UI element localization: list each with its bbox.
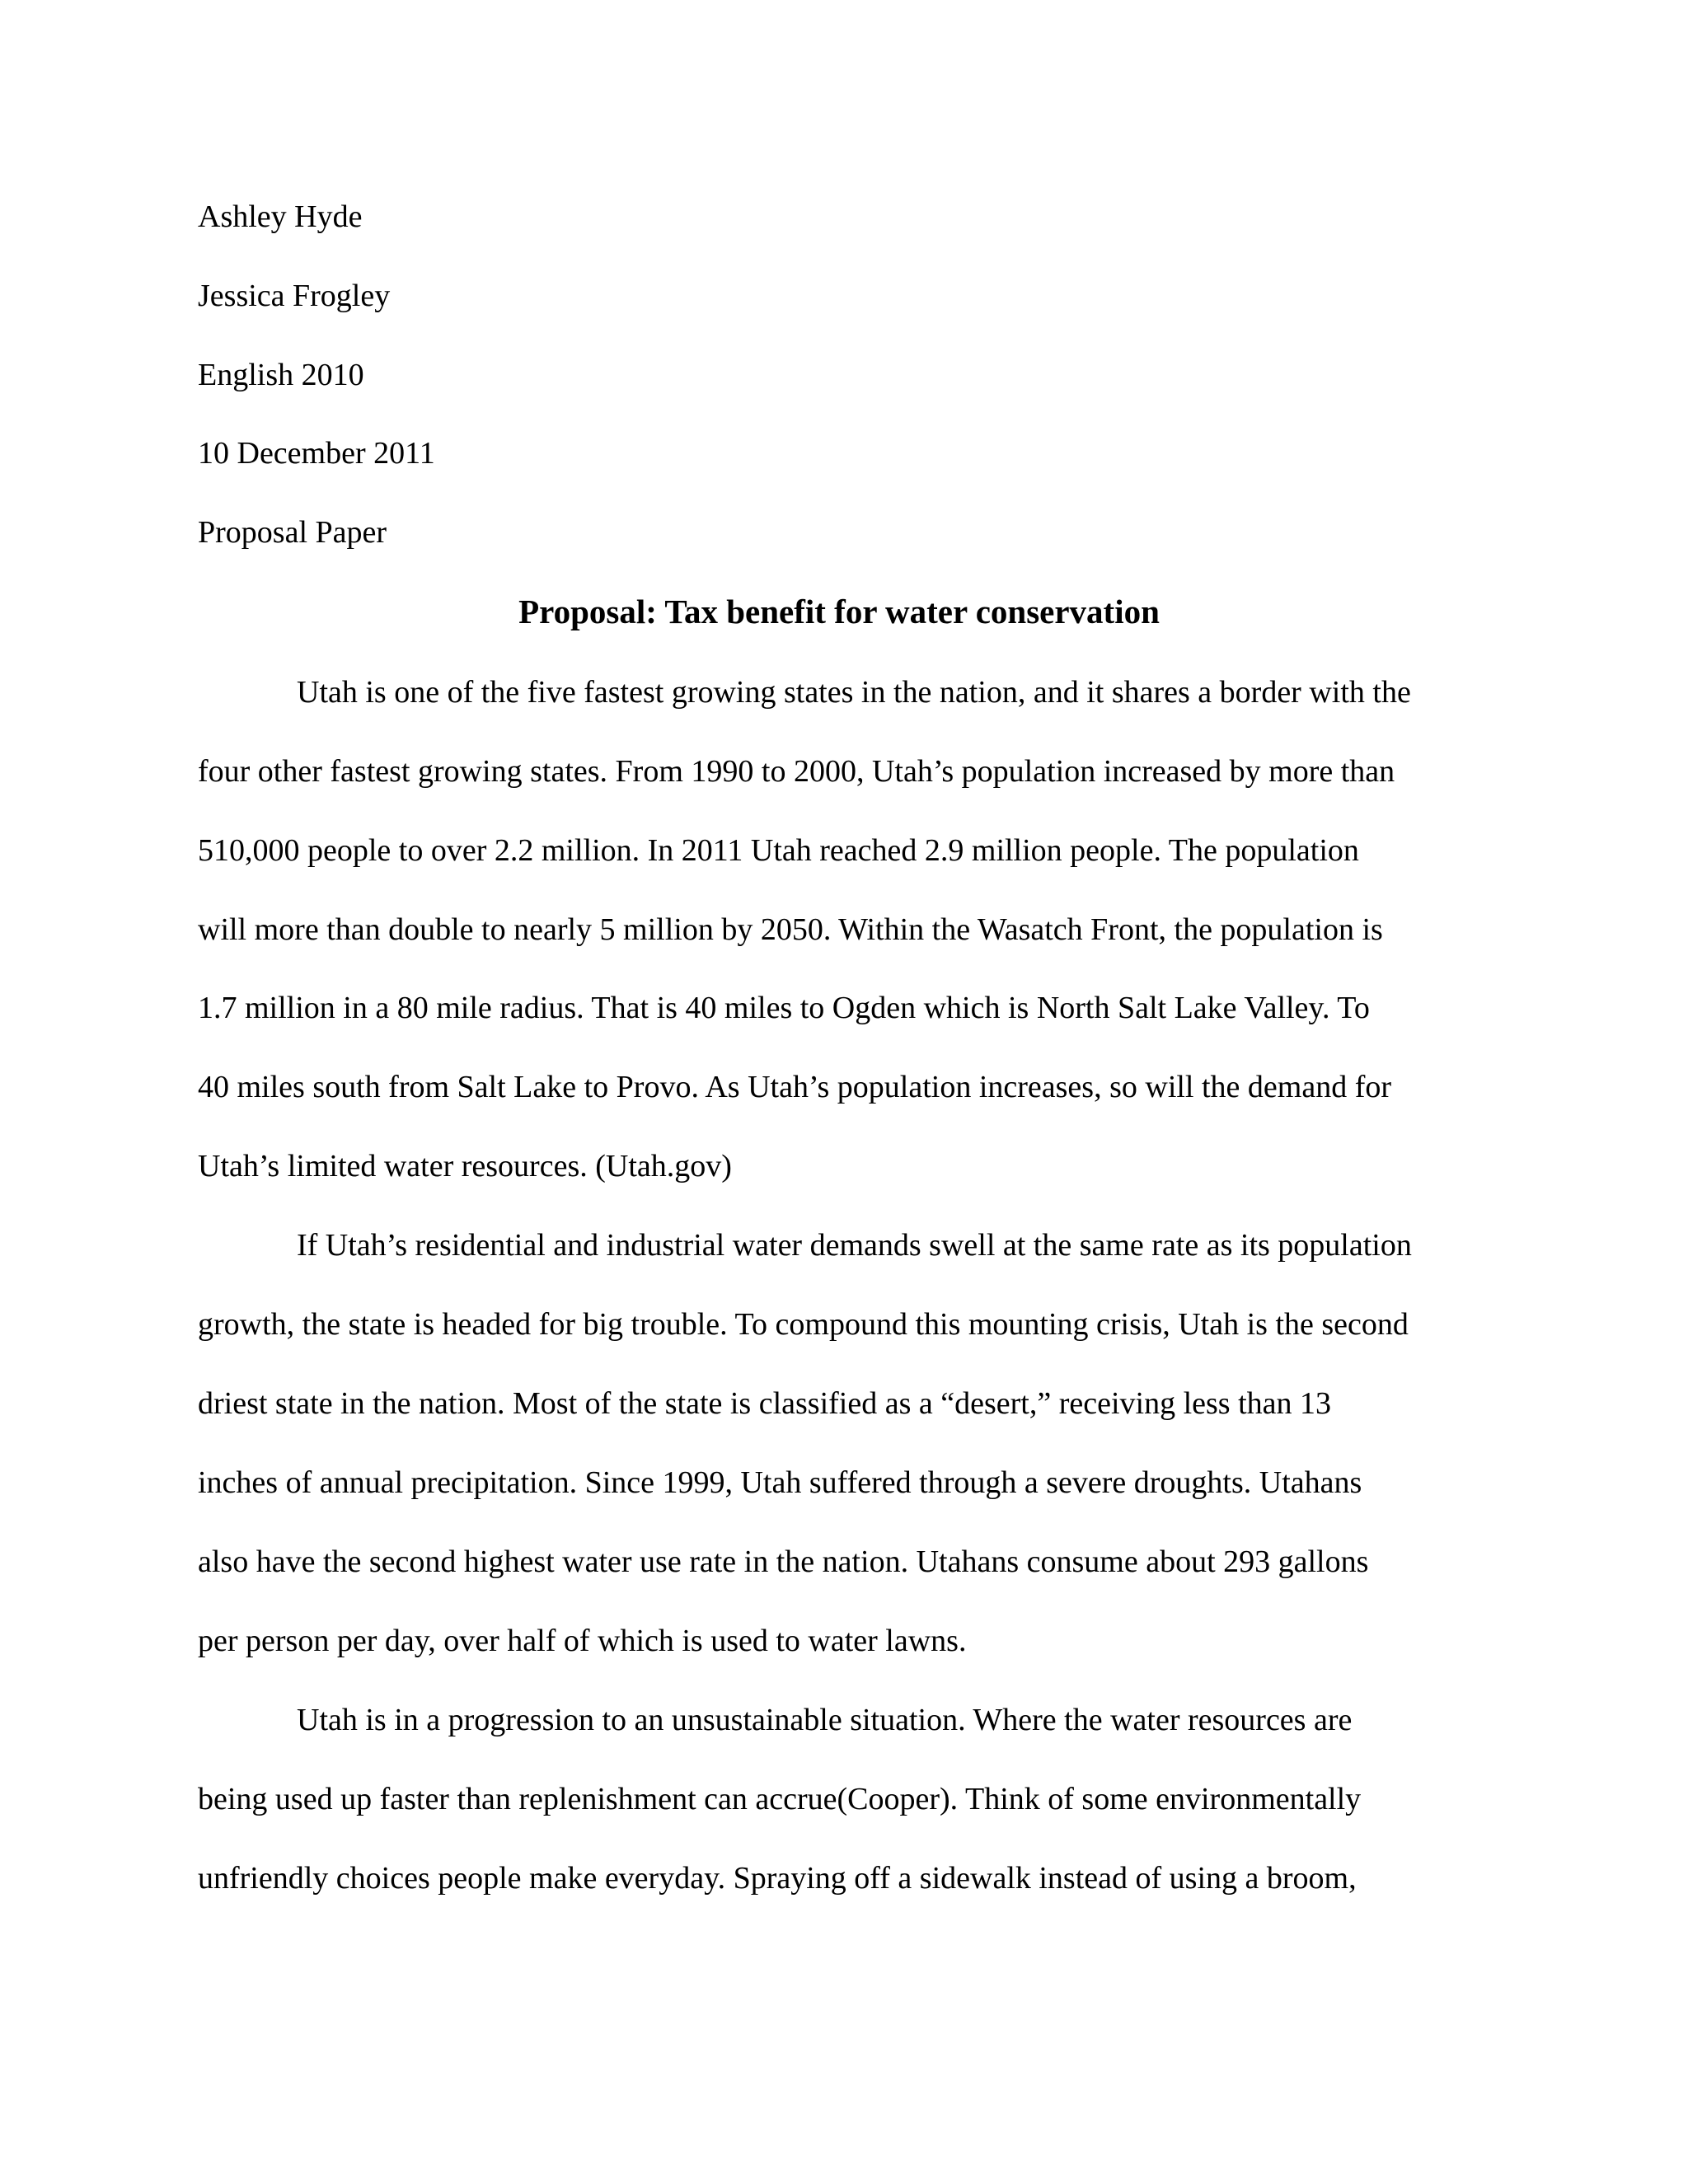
paragraph-3-line-1: Utah is in a progression to an unsustainable situation. Where the water resources are	[297, 1703, 1353, 1737]
submission-date: 10 December 2011	[198, 436, 435, 471]
instructor-name: Jessica Frogley	[198, 279, 391, 313]
author-name: Ashley Hyde	[198, 199, 363, 234]
paragraph-2-line-1: If Utah’s residential and industrial water demands swell at the same rate as its population	[297, 1228, 1412, 1263]
paragraph-3-line-3: unfriendly choices people make everyday. Spraying off a sidewalk instead of using a broom,	[198, 1861, 1357, 1896]
paragraph-3-line-2: being used up faster than replenishment can accrue(Cooper). Think of some environmentally	[198, 1782, 1362, 1816]
paragraph-1-line-4: will more than double to nearly 5 million by 2050. Within the Wasatch Front, the population is	[198, 912, 1383, 947]
paragraph-1-line-5: 1.7 million in a 80 mile radius. That is 40 miles to Ogden which is North Salt Lake Valley. To	[198, 991, 1370, 1025]
paragraph-2-line-4: inches of annual precipitation. Since 1999, Utah suffered through a severe droughts. Utahans	[198, 1465, 1362, 1500]
paragraph-1-line-6: 40 miles south from Salt Lake to Provo. As Utah’s population increases, so will the demand for	[198, 1070, 1392, 1104]
assignment-type: Proposal Paper	[198, 515, 387, 550]
paragraph-1-line-7: Utah’s limited water resources. (Utah.gov)	[198, 1149, 732, 1183]
paragraph-2-line-2: growth, the state is headed for big trouble. To compound this mounting crisis, Utah is the second	[198, 1307, 1409, 1342]
paragraph-1-line-1: Utah is one of the five fastest growing states in the nation, and it shares a border with the	[297, 675, 1411, 710]
paragraph-2-line-5: also have the second highest water use rate in the nation. Utahans consume about 293 gallons	[198, 1544, 1369, 1579]
paper-title: Proposal: Tax benefit for water conservation	[518, 593, 1160, 630]
paragraph-1-line-3: 510,000 people to over 2.2 million. In 2011 Utah reached 2.9 million people. The population	[198, 833, 1359, 868]
paragraph-2-line-3: driest state in the nation. Most of the state is classified as a “desert,” receiving less than 13	[198, 1386, 1331, 1421]
paragraph-1-line-2: four other fastest growing states. From 1990 to 2000, Utah’s population increased by more than	[198, 754, 1395, 789]
course-name: English 2010	[198, 358, 364, 392]
paragraph-2-line-6: per person per day, over half of which is used to water lawns.	[198, 1624, 967, 1658]
